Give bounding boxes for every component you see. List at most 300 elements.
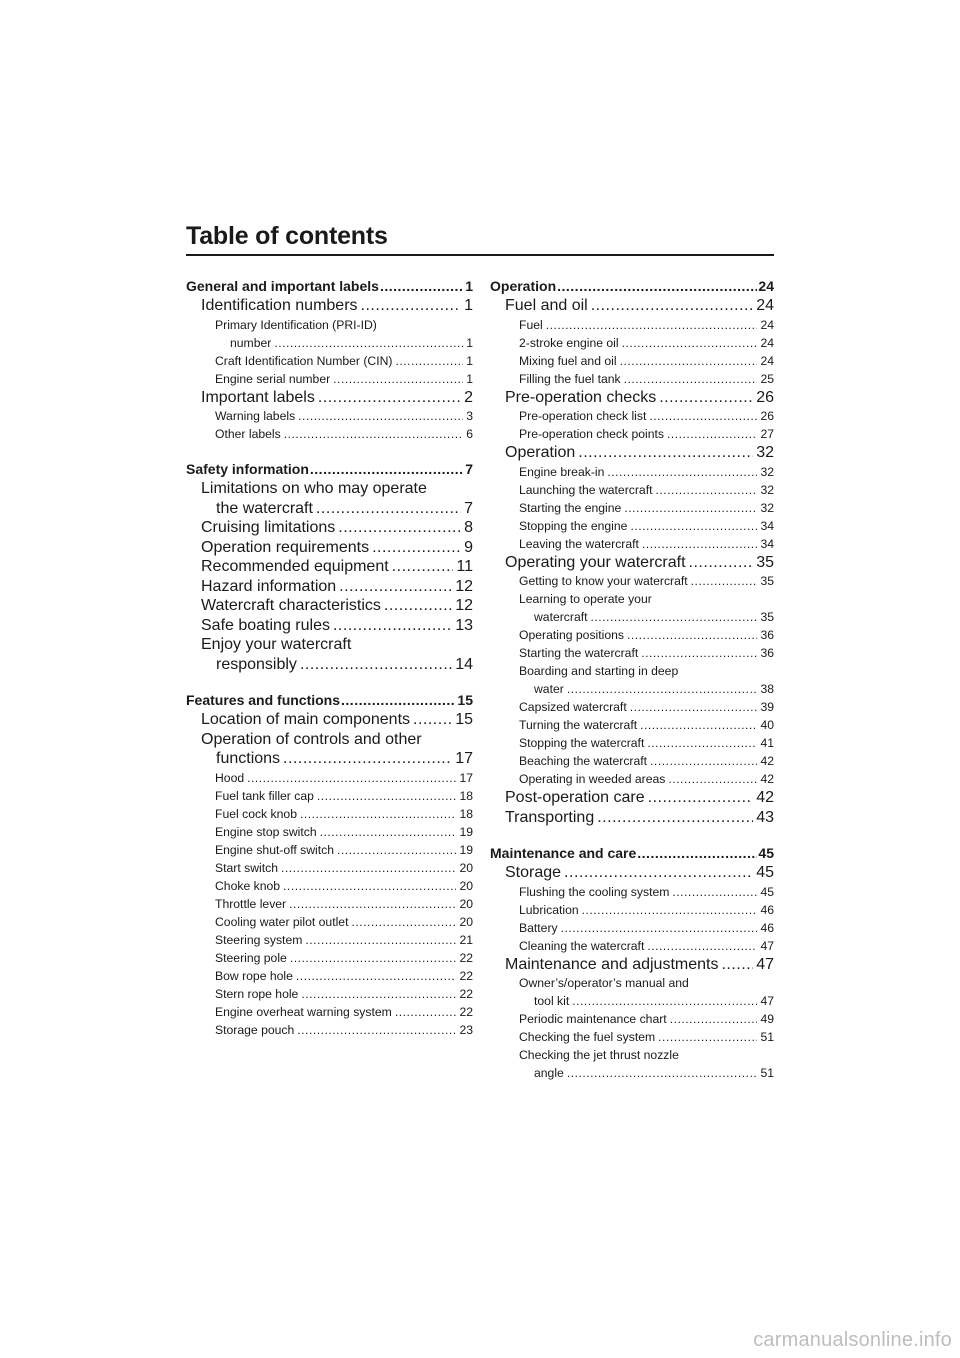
- toc-entry-title-continued: the watercraft: [216, 499, 313, 517]
- toc-entry-level-3[interactable]: [490, 407, 774, 425]
- toc-page-number: 42: [760, 772, 774, 786]
- toc-page-number: 21: [459, 932, 473, 947]
- toc-entry-title: Starting the engine: [519, 500, 622, 515]
- toc-entry-title: Other labels: [215, 427, 281, 441]
- dot-leader: [297, 1021, 456, 1039]
- dot-leader: [274, 334, 463, 352]
- dot-leader: [561, 919, 758, 937]
- toc-page-number: 24: [760, 335, 774, 350]
- dot-leader: [305, 931, 456, 949]
- dot-leader: [351, 913, 456, 931]
- toc-entry-title: Bow rope hole: [215, 968, 293, 983]
- toc-entry-title: Craft Identification Number (CIN): [215, 353, 393, 368]
- dot-leader: [296, 967, 457, 985]
- toc-entry-level-3[interactable]: [490, 752, 774, 770]
- dot-leader: [317, 787, 457, 805]
- toc-entry-title: Owner’s/operator’s manual and: [519, 976, 689, 990]
- dot-leader: [372, 538, 461, 558]
- toc-page-number: 17: [459, 770, 473, 785]
- toc-entry-title: Engine stop switch: [215, 824, 317, 839]
- toc-entry-level-1[interactable]: [490, 843, 774, 863]
- toc-page-number: 34: [760, 518, 774, 533]
- dot-leader: [607, 463, 757, 481]
- toc-entry-title: Checking the jet thrust nozzle: [519, 1048, 679, 1062]
- toc-page-number: 7: [464, 499, 473, 517]
- toc-page-number: 18: [459, 788, 473, 803]
- toc-entry-level-2[interactable]: [186, 479, 473, 518]
- toc-entry-level-3[interactable]: [186, 985, 473, 1003]
- toc-entry-level-2[interactable]: [490, 443, 774, 463]
- toc-entry-level-2[interactable]: [490, 955, 774, 975]
- toc-entry-title: Recommended equipment: [201, 558, 389, 575]
- toc-entry-level-2[interactable]: [186, 730, 473, 769]
- toc-entry-level-3[interactable]: [490, 370, 774, 388]
- toc-entry-level-3[interactable]: [490, 644, 774, 662]
- toc-entry-level-3[interactable]: [490, 425, 774, 443]
- toc-entry-level-3[interactable]: [490, 334, 774, 352]
- toc-entry-title: Engine serial number: [215, 371, 331, 386]
- toc-entry-level-3[interactable]: [186, 352, 473, 370]
- toc-entry-title: Fuel: [519, 317, 543, 332]
- toc-page-number: 1: [464, 297, 473, 314]
- toc-entry-title: Pre-operation check list: [519, 409, 647, 423]
- toc-entry-title: Stern rope hole: [215, 986, 299, 1001]
- toc-page-number: 22: [459, 968, 473, 983]
- dot-leader: [622, 334, 758, 352]
- dot-leader: [247, 769, 456, 787]
- toc-page-number: 47: [756, 955, 774, 973]
- toc-entry-title: Pre-operation checks: [505, 388, 657, 406]
- toc-entry-level-3[interactable]: [186, 407, 473, 425]
- toc-page-number: 13: [455, 616, 473, 634]
- toc-entry-level-3[interactable]: [490, 919, 774, 937]
- toc-entry-title: Operating positions: [519, 628, 625, 642]
- toc-entry-title: Periodic maintenance chart: [519, 1012, 667, 1026]
- toc-page-number: 22: [459, 950, 473, 965]
- toc-entry-level-3[interactable]: [186, 877, 473, 895]
- toc-entry-level-3[interactable]: [186, 769, 473, 787]
- toc-entry-level-3[interactable]: [186, 787, 473, 805]
- toc-entry-title: Cooling water pilot outlet: [215, 914, 349, 929]
- toc-page-number: 12: [455, 597, 473, 614]
- toc-entry-level-3[interactable]: [490, 499, 774, 517]
- dot-leader: [283, 877, 456, 895]
- dot-leader: [578, 443, 753, 463]
- toc-entry-title: Hood: [215, 770, 245, 785]
- toc-entry-title: Features and functions: [186, 692, 341, 708]
- dot-leader: [647, 734, 757, 752]
- toc-entry-title: Stopping the watercraft: [519, 736, 645, 750]
- toc-entry-level-3[interactable]: [186, 841, 473, 859]
- dot-leader: [668, 770, 757, 788]
- toc-entry-level-3[interactable]: [490, 481, 774, 499]
- toc-page-number: 19: [459, 842, 473, 857]
- toc-entry-title: Post-operation care: [505, 789, 645, 806]
- toc-page-number: 2: [464, 388, 473, 406]
- dot-leader: [567, 680, 758, 698]
- toc-entry-title: Identification numbers: [201, 297, 358, 314]
- toc-page-number: 17: [455, 750, 473, 767]
- toc-entry-title: Capsized watercraft: [519, 700, 627, 714]
- dot-leader: [300, 805, 456, 823]
- toc-entry-level-2[interactable]: [186, 388, 473, 408]
- toc-entry-title: Maintenance and adjustments: [505, 955, 719, 973]
- toc-entry-level-3[interactable]: [490, 901, 774, 919]
- toc-page-number: 43: [756, 808, 774, 826]
- toc-page-number: 41: [760, 736, 774, 750]
- toc-entry-level-1[interactable]: [186, 276, 473, 296]
- toc-entry-level-2[interactable]: [186, 538, 473, 558]
- dot-leader: [672, 883, 757, 901]
- toc-entry-title: Operation requirements: [201, 538, 370, 556]
- toc-entry-level-3[interactable]: [186, 931, 473, 949]
- toc-entry-title: Lubrication: [519, 902, 579, 917]
- toc-page-number: 22: [459, 986, 473, 1001]
- toc-page-number: 24: [758, 278, 774, 294]
- toc-entry-level-3[interactable]: [490, 316, 774, 334]
- toc-entry-level-3[interactable]: [490, 590, 774, 626]
- toc-entry-title: Choke knob: [215, 878, 281, 893]
- dot-leader: [413, 710, 452, 730]
- dot-leader: [395, 352, 463, 370]
- toc-page-number: 27: [760, 427, 774, 441]
- toc-page-number: 51: [760, 1030, 774, 1044]
- toc-page-number: 32: [760, 464, 774, 479]
- toc-page-number: 42: [756, 789, 774, 806]
- toc-entry-level-2[interactable]: [186, 596, 473, 616]
- dot-leader: [582, 901, 758, 919]
- dot-leader: [290, 949, 457, 967]
- toc-page-number: 15: [455, 711, 473, 728]
- toc-entry-title-continued: responsibly: [216, 655, 297, 673]
- toc-entry-title: Filling the fuel tank: [519, 371, 621, 386]
- toc-entry-title: Getting to know your watercraft: [519, 574, 688, 588]
- dot-leader: [310, 459, 464, 479]
- toc-page-number: 18: [459, 806, 473, 821]
- toc-page-number: 46: [760, 920, 774, 935]
- toc-entry-title: Fuel tank filler cap: [215, 788, 314, 803]
- toc-entry-level-2[interactable]: [490, 388, 774, 408]
- toc-entry-title: Transporting: [505, 808, 595, 826]
- toc-entry-title: Enjoy your watercraft: [201, 636, 352, 653]
- toc-page-number: 15: [457, 692, 473, 708]
- toc-entry-title: Hazard information: [201, 577, 337, 595]
- toc-entry-title: Flushing the cooling system: [519, 884, 670, 899]
- toc-page-number: 42: [760, 754, 774, 768]
- toc-entry-title-continued: functions: [216, 750, 281, 767]
- dot-leader: [289, 895, 456, 913]
- dot-leader: [337, 841, 456, 859]
- toc-entry-title: Operation: [505, 444, 576, 461]
- toc-right-column: [490, 276, 774, 1082]
- toc-entry-title: Engine break-in: [519, 464, 605, 479]
- toc-entry-title: Safe boating rules: [201, 616, 330, 634]
- toc-entry-level-3[interactable]: [186, 805, 473, 823]
- toc-entry-level-2[interactable]: [490, 808, 774, 828]
- dot-leader: [320, 823, 457, 841]
- dot-leader: [597, 808, 753, 828]
- dot-leader: [281, 859, 456, 877]
- toc-page-number: 36: [760, 646, 774, 660]
- dot-leader: [567, 1064, 758, 1082]
- dot-leader: [691, 572, 758, 590]
- toc-entry-title: Start switch: [215, 860, 278, 875]
- toc-entry-title: Watercraft characteristics: [201, 597, 381, 614]
- toc-entry-title: Steering system: [215, 932, 303, 947]
- dot-leader: [395, 1003, 457, 1021]
- toc-entry-level-3[interactable]: [490, 698, 774, 716]
- toc-entry-title: Engine shut-off switch: [215, 842, 335, 857]
- dot-leader: [384, 596, 452, 616]
- toc-entry-level-3[interactable]: [490, 770, 774, 788]
- toc-entry-title: Operation: [490, 278, 557, 294]
- toc-page-number: 1: [466, 353, 473, 368]
- toc-entry-level-1[interactable]: [490, 276, 774, 296]
- toc-page-number: 14: [455, 655, 473, 673]
- page-title: Table of contents: [186, 222, 388, 250]
- toc-entry-level-2[interactable]: [186, 616, 473, 636]
- toc-entry-title: Maintenance and care: [490, 845, 637, 861]
- toc-entry-level-3[interactable]: [490, 517, 774, 535]
- toc-entry-level-3[interactable]: [490, 463, 774, 481]
- toc-entry-title: Cleaning the watercraft: [519, 938, 645, 953]
- dot-leader: [667, 425, 757, 443]
- dot-leader: [647, 937, 757, 955]
- toc-page-number: 1: [466, 371, 473, 386]
- toc-entry-title-continued: water: [534, 682, 564, 696]
- toc-entry-level-3[interactable]: [186, 370, 473, 388]
- toc-entry-title: Storage: [505, 864, 562, 881]
- title-rule: [186, 254, 774, 256]
- toc-page-number: 47: [760, 994, 774, 1008]
- toc-entry-title: Learning to operate your: [519, 592, 652, 606]
- toc-page-number: 1: [465, 278, 473, 294]
- toc-entry-title: Limitations on who may operate: [201, 480, 427, 497]
- dot-leader: [721, 955, 753, 975]
- toc-page-number: 25: [760, 371, 774, 386]
- dot-leader: [283, 749, 452, 769]
- toc-page-number: 26: [756, 388, 774, 406]
- toc-entry-level-3[interactable]: [490, 937, 774, 955]
- dot-leader: [591, 608, 758, 626]
- toc-page-number: 32: [760, 500, 774, 515]
- toc-entry-level-3[interactable]: [186, 316, 473, 352]
- toc-page-number: 24: [760, 353, 774, 368]
- toc-entry-level-3[interactable]: [490, 572, 774, 590]
- toc-entry-level-3[interactable]: [186, 823, 473, 841]
- toc-entry-title: Cruising limitations: [201, 519, 336, 536]
- toc-page-number: 22: [459, 1004, 473, 1019]
- toc-page-number: 35: [760, 610, 774, 624]
- toc-page-number: 24: [760, 317, 774, 332]
- toc-entry-level-3[interactable]: [490, 1010, 774, 1028]
- toc-page-number: 51: [760, 1066, 774, 1080]
- dot-leader: [650, 752, 757, 770]
- toc-entry-title: Location of main components: [201, 711, 411, 728]
- toc-entry-level-3[interactable]: [490, 1028, 774, 1046]
- toc-entry-title: Primary Identification (PRI-ID): [215, 317, 377, 332]
- toc-entry-level-2[interactable]: [186, 518, 473, 538]
- dot-leader: [300, 655, 452, 675]
- toc-page-number: 12: [455, 577, 473, 595]
- toc-entry-title: Beaching the watercraft: [519, 754, 648, 768]
- dot-leader: [655, 481, 757, 499]
- dot-leader: [670, 1010, 758, 1028]
- toc-page-number: 35: [760, 574, 774, 588]
- toc-entry-level-3[interactable]: [186, 1003, 473, 1021]
- toc-entry-level-3[interactable]: [186, 913, 473, 931]
- toc-entry-title: Pre-operation check points: [519, 427, 664, 441]
- toc-entry-title-continued: number: [230, 335, 272, 350]
- dot-leader: [572, 992, 757, 1010]
- toc-entry-level-1[interactable]: [186, 690, 473, 710]
- toc-entry-title: Important labels: [201, 388, 315, 406]
- toc-left-column: [186, 276, 473, 1039]
- toc-page-number: 7: [465, 461, 473, 477]
- toc-entry-level-3[interactable]: [490, 974, 774, 1010]
- toc-entry-level-3[interactable]: [490, 716, 774, 734]
- toc-page-number: 46: [760, 902, 774, 917]
- toc-page-number: 26: [760, 409, 774, 423]
- dot-leader: [689, 553, 754, 573]
- toc-entry-level-3[interactable]: [490, 626, 774, 644]
- toc-entry-level-3[interactable]: [186, 895, 473, 913]
- toc-entry-title: Leaving the watercraft: [519, 536, 639, 551]
- toc-page-number: 49: [760, 1012, 774, 1026]
- toc-page-number: 1: [466, 335, 473, 350]
- toc-page-number: 32: [760, 482, 774, 497]
- toc-page-number: 19: [459, 824, 473, 839]
- toc-entry-title-continued: angle: [534, 1066, 564, 1080]
- toc-entry-level-3[interactable]: [186, 967, 473, 985]
- toc-page-number: 32: [756, 444, 774, 461]
- toc-entry-title: Engine overheat warning system: [215, 1004, 392, 1019]
- dot-leader: [361, 296, 462, 316]
- watermark: carmanualsonline.info: [753, 1329, 952, 1351]
- toc-entry-title: Safety information: [186, 461, 309, 477]
- toc-entry-title: Boarding and starting in deep: [519, 664, 679, 678]
- toc-entry-level-2[interactable]: [186, 710, 473, 730]
- toc-entry-level-3[interactable]: [186, 425, 473, 443]
- dot-leader: [627, 626, 757, 644]
- toc-entry-level-2[interactable]: [490, 553, 774, 573]
- dot-leader: [557, 276, 757, 296]
- toc-page-number: 24: [756, 297, 774, 314]
- toc-entry-title: Throttle lever: [215, 896, 287, 911]
- toc-entry-title: Operating in weeded areas: [519, 772, 666, 786]
- toc-entry-level-3[interactable]: [490, 883, 774, 901]
- toc-entry-title: Fuel cock knob: [215, 806, 297, 821]
- dot-leader: [333, 370, 463, 388]
- toc-page-number: 8: [464, 519, 473, 536]
- toc-entry-title: Storage pouch: [215, 1022, 295, 1037]
- toc-entry-level-2[interactable]: [186, 296, 473, 316]
- toc-page-number: 20: [459, 896, 473, 911]
- dot-leader: [341, 690, 456, 710]
- toc-page-number: 6: [466, 427, 473, 441]
- dot-leader: [658, 1028, 757, 1046]
- toc-page-number: 20: [459, 860, 473, 875]
- dot-leader: [301, 985, 456, 1003]
- dot-leader: [641, 644, 757, 662]
- toc-entry-level-3[interactable]: [490, 662, 774, 698]
- toc-entry-title: Operating your watercraft: [505, 553, 686, 571]
- dot-leader: [649, 407, 757, 425]
- toc-page-number: 39: [760, 700, 774, 714]
- toc-page-number: 36: [760, 628, 774, 642]
- toc-entry-title: Launching the watercraft: [519, 482, 653, 497]
- toc-page-number: 20: [459, 914, 473, 929]
- toc-page-number: 34: [760, 536, 774, 551]
- dot-leader: [339, 577, 452, 597]
- dot-leader: [298, 407, 463, 425]
- dot-leader: [546, 316, 758, 334]
- toc-entry-title: Starting the watercraft: [519, 646, 639, 660]
- toc-entry-level-2[interactable]: [186, 635, 473, 674]
- toc-entry-title: General and important labels: [186, 278, 379, 294]
- dot-leader: [659, 388, 753, 408]
- dot-leader: [642, 535, 758, 553]
- toc-entry-level-2[interactable]: [490, 863, 774, 883]
- dot-leader: [637, 843, 757, 863]
- toc-page-number: 3: [466, 409, 473, 423]
- toc-entry-level-2[interactable]: [490, 296, 774, 316]
- dot-leader: [624, 370, 758, 388]
- toc-entry-title: Steering pole: [215, 950, 287, 965]
- toc-page-number: 11: [456, 558, 473, 575]
- toc-page-number: 45: [756, 864, 774, 881]
- dot-leader: [564, 863, 753, 883]
- toc-entry-title-continued: watercraft: [534, 610, 588, 624]
- toc-entry-level-2[interactable]: [490, 788, 774, 808]
- toc-entry-title: Fuel and oil: [505, 297, 588, 314]
- dot-leader: [640, 716, 757, 734]
- toc-page-number: 45: [758, 845, 774, 861]
- dot-leader: [591, 296, 753, 316]
- toc-page-number: 23: [459, 1022, 473, 1037]
- toc-entry-level-3[interactable]: [490, 1046, 774, 1082]
- dot-leader: [338, 518, 461, 538]
- toc-entry-title: Turning the watercraft: [519, 718, 638, 732]
- toc-entry-level-1[interactable]: [186, 459, 473, 479]
- toc-entry-level-3[interactable]: [490, 535, 774, 553]
- toc-entry-title: 2-stroke engine oil: [519, 335, 619, 350]
- toc-entry-level-3[interactable]: [490, 352, 774, 370]
- toc-entry-title: Checking the fuel system: [519, 1030, 656, 1044]
- toc-entry-level-2[interactable]: [186, 577, 473, 597]
- toc-page-number: 20: [459, 878, 473, 893]
- dot-leader: [630, 698, 758, 716]
- toc-entry-title: Warning labels: [215, 409, 296, 423]
- toc-page-number: 35: [756, 553, 774, 571]
- toc-entry-title: Stopping the engine: [519, 518, 628, 533]
- toc-entry-level-3[interactable]: [186, 859, 473, 877]
- toc-entry-title: Mixing fuel and oil: [519, 353, 617, 368]
- toc-entry-level-2[interactable]: [186, 557, 473, 577]
- dot-leader: [316, 499, 461, 519]
- toc-page-number: 9: [464, 538, 473, 556]
- dot-leader: [333, 616, 452, 636]
- toc-entry-level-3[interactable]: [490, 734, 774, 752]
- toc-entry-title: Battery: [519, 920, 558, 935]
- dot-leader: [620, 352, 758, 370]
- toc-entry-level-3[interactable]: [186, 949, 473, 967]
- toc-page-number: 45: [760, 884, 774, 899]
- dot-leader: [284, 425, 464, 443]
- dot-leader: [630, 517, 757, 535]
- toc-entry-title: Operation of controls and other: [201, 730, 422, 748]
- toc-entry-level-3[interactable]: [186, 1021, 473, 1039]
